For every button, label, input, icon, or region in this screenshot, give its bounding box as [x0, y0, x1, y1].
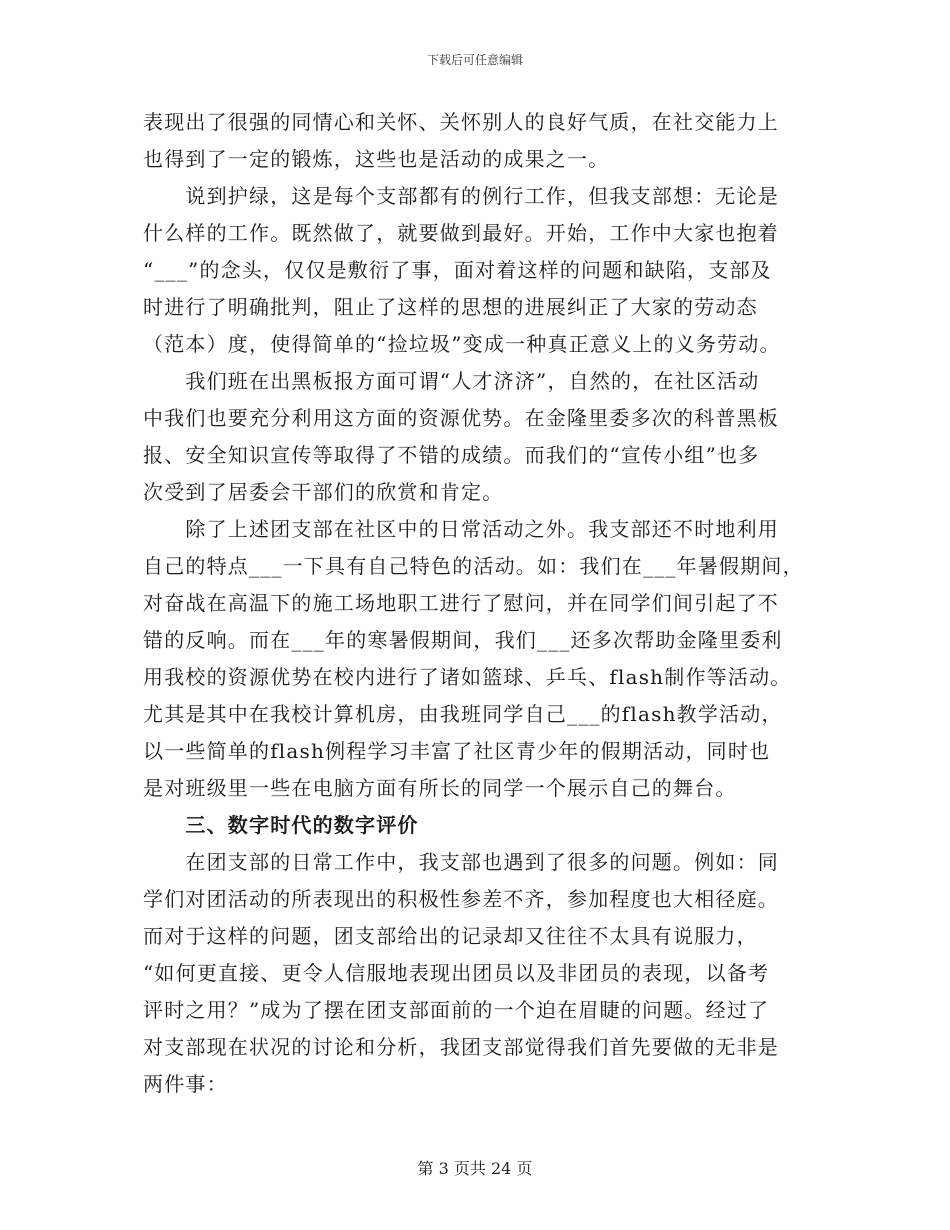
- text-line: 也得到了一定的锻炼，这些也是活动的成果之一。: [143, 147, 610, 171]
- text-line: 我们班在出黑板报方面可谓“人才济济”，自然的，在社区活动: [143, 369, 760, 393]
- text-line: 对奋战在高温下的施工场地职工进行了慰问，并在同学们间引起了不: [143, 591, 779, 615]
- text-line: 尤其是其中在我校计算机房，由我班同学自己___的flash教学活动，: [143, 702, 783, 726]
- text-line: 学们对团活动的所表现出的积极性参差不齐，参加程度也大相径庭。: [143, 887, 779, 911]
- text-line: 而对于这样的问题，团支部给出的记录却又往往不太具有说服力，: [143, 924, 758, 948]
- text-line: 以一些简单的flash例程学习丰富了社区青少年的假期活动，同时也: [143, 739, 771, 763]
- text-line: 错的反响。而在___年的寒暑假期间，我们___还多次帮助金隆里委利: [143, 628, 783, 652]
- text-line: 两件事：: [143, 1072, 228, 1096]
- text-line: 对支部现在状况的讨论和分析，我团支部觉得我们首先要做的无非是: [143, 1035, 779, 1059]
- document-body: [143, 104, 810, 1103]
- text-line: （范本）度，使得简单的“捡垃圾”变成一种真正意义上的义务劳动。: [143, 332, 781, 356]
- text-line: 表现出了很强的同情心和关怀、关怀别人的良好气质，在社交能力上: [143, 110, 779, 134]
- text-line: 说到护绿，这是每个支部都有的例行工作，但我支部想：无论是: [143, 184, 779, 208]
- text-line: “___”的念头，仅仅是敷衍了事，面对着这样的问题和缺陷，支部及: [143, 258, 772, 282]
- text-line: 中我们也要充分利用这方面的资源优势。在金隆里委多次的科普黑板: [143, 406, 779, 430]
- page-number: 第 3 页共 24 页: [417, 1159, 533, 1178]
- section-heading: 三、数字时代的数字评价: [143, 813, 419, 837]
- text-line: 评时之用？”成为了摆在团支部面前的一个迫在眉睫的问题。经过了: [143, 998, 770, 1022]
- text-line: 什么样的工作。既然做了，就要做到最好。开始，工作中大家也抱着: [143, 221, 779, 245]
- text-line: 报、安全知识宣传等取得了不错的成绩。而我们的“宣传小组”也多: [143, 443, 760, 467]
- text-line: 在团支部的日常工作中，我支部也遇到了很多的问题。例如：同: [143, 850, 779, 874]
- text-line: 用我校的资源优势在校内进行了诸如篮球、乒乓、flash制作等活动。: [143, 665, 792, 689]
- text-line: 时进行了明确批判，阻止了这样的思想的进展纠正了大家的劳动态: [143, 295, 758, 319]
- text-line: 是对班级里一些在电脑方面有所长的同学一个展示自己的舞台。: [143, 776, 737, 800]
- header-note: 下载后可任意编辑: [426, 53, 523, 67]
- text-line: 次受到了居委会干部们的欣赏和肯定。: [143, 480, 504, 504]
- text-line: 自己的特点___一下具有自己特色的活动。如：我们在___年暑假期间，: [143, 554, 804, 578]
- text-line: 除了上述团支部在社区中的日常活动之外。我支部还不时地利用: [143, 517, 779, 541]
- text-line: “如何更直接、更令人信服地表现出团员以及非团员的表现，以备考: [143, 961, 770, 985]
